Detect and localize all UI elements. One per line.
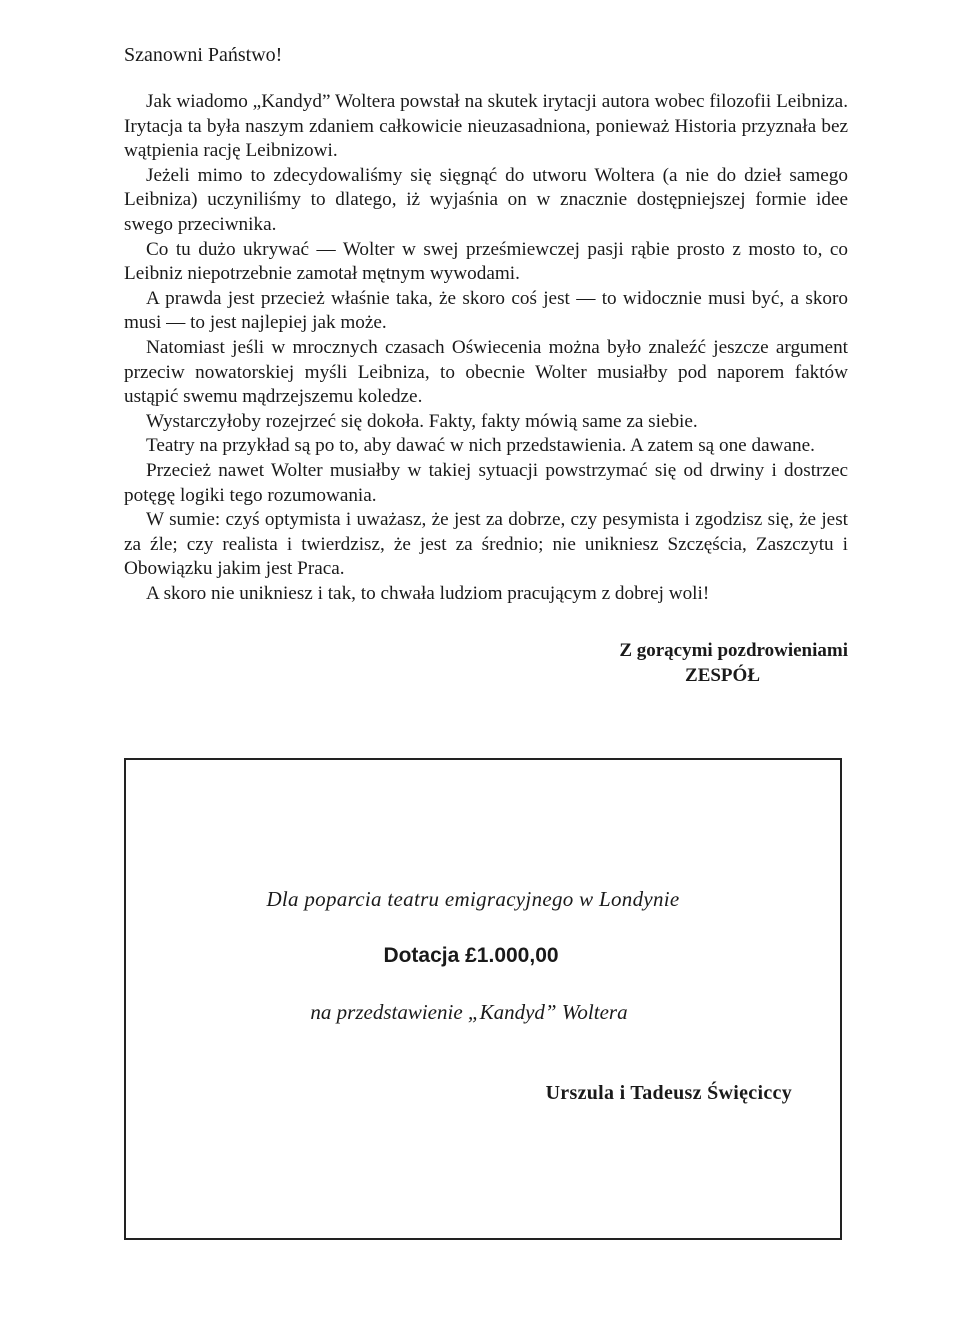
letter-paragraph: Wystarczyłoby rozejrzeć się dokoła. Fakty, fakty mówią same za siebie. bbox=[146, 410, 698, 432]
donation-notice-box bbox=[124, 758, 842, 1240]
letter-greeting: Szanowni Państwo! bbox=[124, 44, 283, 66]
letter-paragraph: Jeżeli mimo to zdecydowaliśmy się sięgnąć do utworu Woltera (a nie do dzieł samego Leibniza) uczyniliśmy to dlatego, iż wyjaśnia on w znacznie dostępniejszej formie idee swego przeciwnika. bbox=[124, 164, 848, 235]
donation-occasion: na przedstawienie „Kandyd” Woltera bbox=[310, 1000, 628, 1024]
letter-paragraph: W sumie: czyś optymista i uważasz, że jest za dobrze, czy pesymista i zgodzisz się, że jest za źle; czy realista i twierdzisz, że jest za średnio; nie unikniesz Szczęścia, Zaszczytu i Obowiązku jakim jest Praca. bbox=[124, 509, 848, 580]
letter-signature: ZESPÓŁ bbox=[685, 665, 760, 686]
donation-donors: Urszula i Tadeusz Święciccy bbox=[545, 1082, 792, 1104]
letter-paragraph: Teatry na przykład są po to, aby dawać w nich przedstawienia. A zatem są one dawane. bbox=[146, 435, 815, 457]
donation-purpose: Dla poparcia teatru emigracyjnego w Londynie bbox=[266, 887, 680, 911]
letter-signature-block bbox=[619, 638, 848, 688]
letter-paragraph: Co tu dużo ukrywać — Wolter w swej prześmiewczej pasji rąbie prosto z mosto to, co Leibniz niepotrzebnie zamotał mętnym wywodami. bbox=[124, 238, 848, 285]
letter-closing: Z gorącymi pozdrowieniami bbox=[619, 640, 848, 661]
letter-paragraph: Przecież nawet Wolter musiałby w takiej sytuacji powstrzymać się od drwiny i dostrzec potęgę logiki tego rozumowania. bbox=[124, 459, 848, 506]
letter-paragraph: Natomiast jeśli w mrocznych czasach Oświecenia można było znaleźć jeszcze argument przeciw nowatorskiej myśli Leibniza, to obecnie Wolter musiałby pod naporem faktów ustąpić swemu mądrzejszemu koledze. bbox=[124, 336, 848, 408]
letter-paragraph: A skoro nie unikniesz i tak, to chwała ludziom pracującym z dobrej woli! bbox=[146, 582, 710, 604]
letter-paragraph: A prawda jest przecież właśnie taka, że skoro coś jest — to widocznie musi być, a skoro musi — to jest najlepiej jak może. bbox=[124, 287, 848, 334]
letter-body bbox=[124, 90, 848, 606]
letter-paragraph: Jak wiadomo „Kandyd” Woltera powstał na skutek irytacji autora wobec filozofii Leibniza. Irytacja ta była naszym zdaniem całkowicie nieuzasadniona, ponieważ Historia przyznała bez wątpienia rację Leibnizowi. bbox=[124, 91, 848, 162]
donation-amount: Dotacja £1.000,00 bbox=[383, 944, 559, 967]
